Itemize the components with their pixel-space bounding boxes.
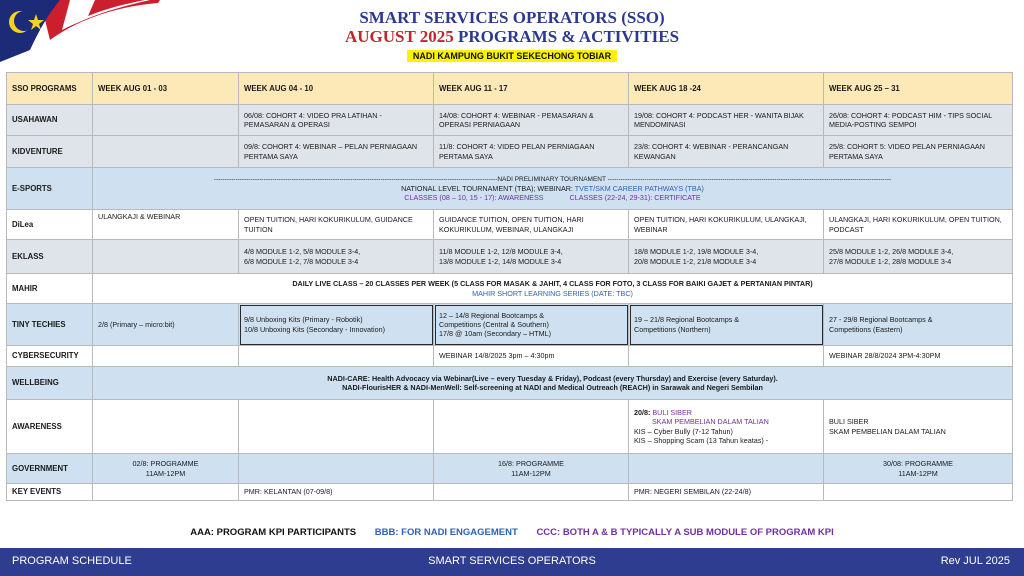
- cell-government-week5: [824, 454, 1013, 484]
- cell-awareness-week4: [629, 400, 824, 454]
- cell-empty: [434, 400, 629, 454]
- row-label: AWARENESS: [7, 400, 93, 454]
- government-week3-line1: 16/8: PROGRAMME: [498, 459, 564, 469]
- eklass-week5-line2: 27/8 MODULE 1-2, 28/8 MODULE 3-4: [829, 256, 952, 266]
- tinytechies-week2-line1: 9/8 Unboxing Kits (Primary - Robotik): [244, 315, 363, 325]
- cell-eklass-week4: [629, 240, 824, 274]
- cell-dilea-week5: ULANGKAJI, HARI KOKURIKULUM, OPEN TUITION, PODCAST: [824, 210, 1013, 240]
- row-label: WELLBEING: [7, 367, 93, 400]
- cell-tinytechies-week2: [239, 304, 434, 346]
- cell-kidventure-week2: 09/8: COHORT 4: WEBINAR – PELAN PERNIAGAAN PERTAMA SAYA: [239, 136, 434, 168]
- esports-line2a: NATIONAL LEVEL TOURNAMENT (TBA); WEBINAR:: [401, 183, 575, 193]
- row-keyevents: [7, 484, 1013, 501]
- cell-kidventure-week4: 23/8: COHORT 4: WEBINAR - PERANCANGAN KEWANGAN: [629, 136, 824, 168]
- eklass-week5-line1: 25/8 MODULE 1-2, 26/8 MODULE 3-4,: [829, 247, 954, 257]
- cell-empty: [824, 484, 1013, 501]
- esports-line3: [98, 193, 1007, 202]
- row-label: KIDVENTURE: [7, 136, 93, 168]
- cell-empty: [239, 346, 434, 367]
- row-label: USAHAWAN: [7, 105, 93, 136]
- row-esports: [7, 168, 1013, 210]
- cell-usahawan-week2: 06/08: COHORT 4: VIDEO PRA LATIHAN - PEMASARAN & OPERASI: [239, 105, 434, 136]
- cell-dilea-week2: OPEN TUITION, HARI KOKURIKULUM, GUIDANCE TUITION: [239, 210, 434, 240]
- cell-dilea-week3: GUIDANCE TUITION, OPEN TUITION, HARI KOKURIKULUM, WEBINAR, ULANGKAJI: [434, 210, 629, 240]
- row-awareness: [7, 400, 1013, 454]
- awareness-week4-kis2: KIS – Shopping Scam (13 Tahun keatas) -: [634, 435, 769, 445]
- awareness-week4-topic2: SKAM PEMBELIAN DALAM TALIAN: [652, 417, 769, 427]
- mahir-line2: MAHIR SHORT LEARNING SERIES (DATE: TBC): [472, 288, 633, 298]
- awareness-week4-kis1: KIS – Cyber Bully (7-12 Tahun): [634, 426, 733, 436]
- esports-line2b: TVET/SKM CAREER PATHWAYS (TBA): [574, 183, 704, 193]
- cell-empty: [239, 454, 434, 484]
- government-week3-line2: 11AM-12PM: [511, 468, 551, 478]
- government-week5-line1: 30/08: PROGRAMME: [883, 459, 953, 469]
- cell-kidventure-week3: 11/8: COHORT 4: VIDEO PELAN PERNIAGAAN PERTAMA SAYA: [434, 136, 629, 168]
- eklass-week2-line1: 4/8 MODULE 1-2, 5/8 MODULE 3-4,: [244, 247, 361, 257]
- cell-empty: [629, 346, 824, 367]
- page-header: [0, 8, 1024, 64]
- cell-tinytechies-week5: [824, 304, 1013, 346]
- cell-eklass-week5: [824, 240, 1013, 274]
- cell-keyevents-week2: PMR: KELANTAN (07-09/8): [239, 484, 434, 501]
- eklass-week2-line2: 6/8 MODULE 1-2, 7/8 MODULE 3-4: [244, 256, 359, 266]
- eklass-week3-line2: 13/8 MODULE 1-2, 14/8 MODULE 3-4: [439, 256, 562, 266]
- subtitle-month: AUGUST 2025: [344, 27, 454, 46]
- tinytechies-week3-line3: 17/8 @ 10am (Secondary – HTML): [439, 329, 551, 339]
- tinytechies-week5-line1: 27 - 29/8 Regional Bootcamps &: [829, 315, 933, 325]
- cell-usahawan-week3: 14/08: COHORT 4: WEBINAR - PEMASARAN & OPERASI PERNIAGAAN: [434, 105, 629, 136]
- row-tinytechies: [7, 304, 1013, 346]
- col-header-week4: WEEK AUG 18 -24: [629, 73, 824, 105]
- cell-kidventure-week5: 25/8: COHORT 5: VIDEO PELAN PERNIAGAAN PERTAMA SAYA: [824, 136, 1013, 168]
- row-label: E-SPORTS: [7, 168, 93, 210]
- page-subtitle: [0, 27, 1024, 46]
- cell-tinytechies-week4: [629, 304, 824, 346]
- cell-government-week1: [93, 454, 239, 484]
- cell-keyevents-week4: PMR: NEGERI SEMBILAN (22-24/8): [629, 484, 824, 501]
- awareness-week5-topic2: SKAM PEMBELIAN DALAM TALIAN: [829, 426, 946, 436]
- cell-esports-span: [93, 168, 1013, 210]
- col-header-week2: WEEK AUG 04 - 10: [239, 73, 434, 105]
- tinytechies-week4-line2: Competitions (Northern): [634, 324, 711, 334]
- tinytechies-week3-line1: 12 – 14/8 Regional Bootcamps &: [439, 310, 545, 320]
- row-wellbeing: [7, 367, 1013, 400]
- esports-line1: -----------------------------------------------------------------------------------------------------------------------------------NADI PRELIMINARY TOURNAMENT -----------------------------------------------------------------------------------------------------------------------------------: [213, 175, 892, 183]
- eklass-week4-line1: 18/8 MODULE 1-2, 19/8 MODULE 3-4,: [634, 247, 759, 257]
- row-label: EKLASS: [7, 240, 93, 274]
- cell-empty: [93, 400, 239, 454]
- cell-tinytechies-week1: 2/8 (Primary – micro:bit): [93, 304, 239, 346]
- footer-center: SMART SERVICES OPERATORS: [428, 555, 596, 567]
- table-header-row: [7, 73, 1013, 105]
- cell-cybersecurity-week3: WEBINAR 14/8/2025 3pm – 4:30pm: [434, 346, 629, 367]
- mahir-line1: DAILY LIVE CLASS – 20 CLASSES PER WEEK (5 CLASS FOR MASAK & JAHIT, 4 CLASS FOR FOTO, 3 CLASS FOR BAIKI GAJET & PERTANIAN PINTAR): [292, 279, 813, 289]
- legend: [0, 527, 1024, 538]
- col-header-week3: WEEK AUG 11 - 17: [434, 73, 629, 105]
- tinytechies-week3-line2: Competitions (Central & Southern): [439, 319, 549, 329]
- esports-line3a: CLASSES (08 – 10, 15 - 17): AWARENESS: [404, 193, 544, 203]
- footer-right: Rev JUL 2025: [940, 555, 1010, 567]
- cell-empty: [434, 484, 629, 501]
- cell-awareness-week5: [824, 400, 1013, 454]
- eklass-week4-line2: 20/8 MODULE 1-2, 21/8 MODULE 3-4: [634, 256, 757, 266]
- awareness-week4-line1: [634, 408, 818, 417]
- venue-badge: NADI KAMPUNG BUKIT SEKECHONG TOBIAR: [407, 50, 617, 62]
- col-header-week1: WEEK AUG 01 - 03: [93, 73, 239, 105]
- col-header-week5: WEEK AUG 25 – 31: [824, 73, 1013, 105]
- cell-eklass-week2: [239, 240, 434, 274]
- esports-line2: [98, 184, 1007, 193]
- row-eklass: [7, 240, 1013, 274]
- cell-empty: [93, 484, 239, 501]
- row-mahir: [7, 274, 1013, 304]
- wellbeing-line1: NADI-CARE: Health Advocacy via Webinar(Live – every Tuesday & Friday), Podcast (every Thursday) and Exercise (every Saturday).: [327, 373, 778, 383]
- government-week1-line1: 02/8: PROGRAMME: [132, 459, 199, 469]
- row-usahawan: [7, 105, 1013, 136]
- footer-left: PROGRAM SCHEDULE: [12, 555, 132, 567]
- row-dilea: [7, 210, 1013, 240]
- cell-empty: [93, 105, 239, 136]
- legend-kpi: AAA: PROGRAM KPI PARTICIPANTS: [190, 527, 357, 538]
- eklass-week3-line1: 11/8 MODULE 1-2, 12/8 MODULE 3-4,: [439, 247, 563, 257]
- page-title: SMART SERVICES OPERATORS (SSO): [359, 8, 665, 27]
- row-label: TINY TECHIES: [7, 304, 93, 346]
- cell-empty: [93, 346, 239, 367]
- row-label: MAHIR: [7, 274, 93, 304]
- cell-eklass-week3: [434, 240, 629, 274]
- row-label: KEY EVENTS: [7, 484, 93, 501]
- subtitle-text: PROGRAMS & ACTIVITIES: [453, 27, 680, 46]
- cell-government-week3: [434, 454, 629, 484]
- row-government: [7, 454, 1013, 484]
- awareness-week4-topic1: BULI SIBER: [652, 408, 692, 418]
- schedule-table: [6, 72, 1013, 501]
- row-kidventure: [7, 136, 1013, 168]
- cell-empty: [239, 400, 434, 454]
- tinytechies-week5-line2: Competitions (Eastern): [829, 324, 903, 334]
- legend-engagement: BBB: FOR NADI ENGAGEMENT: [374, 527, 518, 538]
- cell-tinytechies-week3: [434, 304, 629, 346]
- footer-bar: [0, 548, 1024, 576]
- government-week5-line2: 11AM-12PM: [898, 468, 938, 478]
- cell-wellbeing-span: [93, 367, 1013, 400]
- tinytechies-week2-line2: 10/8 Unboxing Kits (Secondary - Innovation): [244, 324, 386, 334]
- awareness-week4-date: 20/8:: [634, 408, 653, 418]
- cell-dilea-week1: ULANGKAJI & WEBINAR: [93, 210, 239, 240]
- cell-dilea-week4: OPEN TUITION, HARI KOKURIKULUM, ULANGKAJI, WEBINAR: [629, 210, 824, 240]
- government-week1-line2: 11AM-12PM: [145, 468, 186, 478]
- col-header-programs: SSO PROGRAMS: [7, 73, 93, 105]
- cell-usahawan-week4: 19/08: COHORT 4: PODCAST HER - WANITA BIJAK MENDOMINASI: [629, 105, 824, 136]
- awareness-week5-topic1: BULI SIBER: [829, 417, 869, 427]
- esports-line3b: CLASSES (22-24, 29-31): CERTIFICATE: [569, 193, 701, 203]
- tinytechies-week4-line1: 19 – 21/8 Regional Bootcamps &: [634, 315, 740, 325]
- row-label: CYBERSECURITY: [7, 346, 93, 367]
- cell-empty: [93, 136, 239, 168]
- row-cybersecurity: [7, 346, 1013, 367]
- row-label: GOVERNMENT: [7, 454, 93, 484]
- cell-empty: [629, 454, 824, 484]
- legend-both: CCC: BOTH A & B TYPICALLY A SUB MODULE OF PROGRAM KPI: [536, 527, 834, 538]
- cell-mahir-span: [93, 274, 1013, 304]
- row-label: DiLea: [7, 210, 93, 240]
- cell-empty: [93, 240, 239, 274]
- cell-cybersecurity-week5: WEBINAR 28/8/2024 3PM-4:30PM: [824, 346, 1013, 367]
- cell-usahawan-week5: 26/08: COHORT 4: PODCAST HIM - TIPS SOCIAL MEDIA-POSTING SEMPOI: [824, 105, 1013, 136]
- wellbeing-line2: NADI-FlourisHER & NADI-MenWell: Self-screening at NADI and Medical Outreach (REACH) in Sarawak and Negeri Sembilan: [342, 383, 763, 392]
